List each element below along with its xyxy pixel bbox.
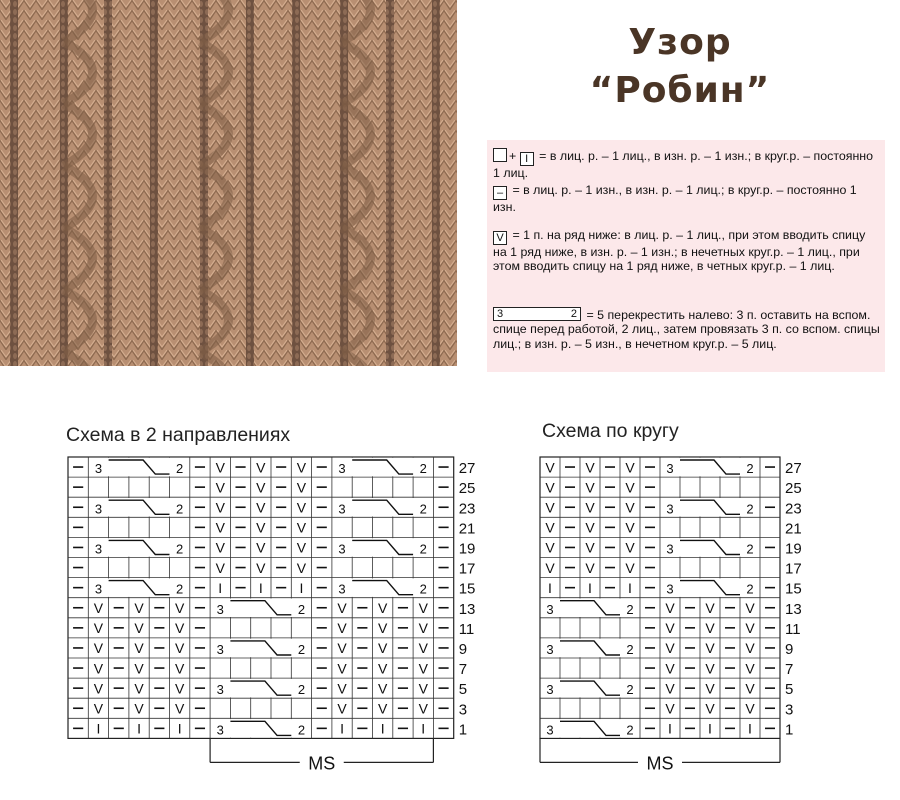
knit-stitch: I	[380, 720, 385, 737]
row-number: 27	[458, 460, 476, 478]
slip-below-stitch: V	[93, 620, 104, 637]
slip-below-stitch: V	[174, 599, 185, 616]
cable-left-count: 3	[94, 501, 103, 517]
slip-below-stitch: V	[418, 599, 428, 616]
cable-left-count: 3	[666, 461, 674, 477]
cable-left-count: 3	[546, 641, 554, 657]
chart1-ms-label: MS	[308, 753, 336, 774]
slip-below-stitch: V	[215, 519, 225, 536]
slip-below-stitch: V	[745, 660, 755, 677]
cable-right-count: 2	[419, 541, 427, 557]
slip-below-stitch: V	[545, 459, 555, 476]
cable-left-count: 3	[94, 581, 103, 597]
slip-below-stitch: V	[377, 660, 388, 677]
row-number: 9	[458, 640, 468, 658]
knit-stitch: I	[177, 720, 182, 737]
slip-below-stitch: V	[418, 620, 428, 637]
slip-below-stitch: V	[256, 539, 266, 556]
cable-right-count: 2	[419, 581, 427, 597]
legend-knit-text: = в лиц. р. – 1 лиц., в изн. р. – 1 изн.; в круг.р. – постоянно 1 лиц.	[493, 149, 874, 180]
cable-right-count: 2	[746, 501, 754, 517]
row-number: 19	[785, 540, 802, 558]
slip-below-stitch: V	[337, 599, 347, 616]
slip-below-stitch: V	[215, 479, 225, 496]
cable-left-count: 3	[338, 461, 346, 477]
row-number: 23	[785, 500, 802, 518]
cable-right-count: 2	[626, 601, 634, 617]
chart2-ms-label: MS	[646, 753, 674, 774]
row-number: 1	[785, 721, 794, 739]
row-number: 25	[785, 480, 802, 498]
slip-below-stitch: V	[93, 700, 104, 717]
cable-right-count: 2	[746, 461, 754, 477]
cable-right-number: 2	[570, 308, 577, 320]
slip-below-stitch: V	[665, 680, 675, 697]
cable-right-count: 2	[176, 461, 184, 477]
cable-right-count: 2	[626, 682, 634, 698]
slip-below-stitch: V	[337, 680, 347, 697]
slip-below-stitch: V	[296, 519, 307, 536]
slip-below-stitch: V	[665, 660, 675, 677]
slip-below-stitch: V	[545, 559, 555, 576]
legend-below-text: = 1 п. на ряд ниже: в лиц. р. – 1 лиц., при этом вводить спицу на 1 ряд ниже, в изн. р. – 1 изн.; в нечетных круг.р. – 1 лиц., при этом вводить спицу на 1 ряд ниже, в четных круг.р. – 1 лиц.	[493, 228, 866, 274]
slip-below-stitch: V	[377, 700, 388, 717]
slip-below-stitch: V	[665, 620, 675, 637]
row-number: 27	[785, 460, 802, 478]
slip-below-stitch: V	[134, 620, 144, 637]
slip-below-stitch: V	[296, 459, 307, 476]
slip-below-stitch: V	[174, 640, 185, 657]
slip-below-stitch: V	[665, 640, 675, 657]
knit-stitch: I	[340, 720, 344, 737]
cable-left-count: 3	[666, 581, 674, 597]
purl-symbol: –	[493, 186, 507, 200]
slip-below-stitch: V	[134, 599, 144, 616]
plus-sign: +	[509, 149, 517, 163]
row-number: 21	[458, 520, 476, 538]
knit-symbol: I	[520, 152, 534, 166]
slip-below-stitch: V	[625, 479, 635, 496]
slip-below-stitch: V	[745, 620, 755, 637]
slip-below-stitch: V	[256, 519, 266, 536]
row-number: 9	[785, 640, 794, 658]
row-number: 17	[785, 560, 802, 578]
cable-right-count: 2	[746, 541, 754, 557]
slip-below-stitch: V	[418, 640, 428, 657]
knit-stitch: I	[588, 579, 592, 596]
row-number: 3	[458, 701, 468, 719]
cable-left-number: 3	[497, 308, 504, 320]
slip-below-stitch: V	[545, 539, 555, 556]
slip-below-stitch: V	[745, 640, 755, 657]
slip-below-stitch: V	[745, 599, 755, 616]
slip-below-stitch: V	[705, 599, 715, 616]
cable-right-count: 2	[626, 722, 634, 738]
slip-below-stitch: V	[377, 620, 388, 637]
knit-stitch: I	[748, 720, 752, 737]
slip-below-stitch: V	[745, 700, 755, 717]
row-number: 7	[458, 661, 468, 679]
knit-stitch: I	[421, 720, 426, 737]
knit-stitch: I	[258, 579, 263, 596]
slip-below-stitch: V	[418, 660, 428, 677]
slip-below-stitch: V	[665, 700, 675, 717]
slip-below-stitch: V	[585, 479, 595, 496]
row-number: 13	[785, 600, 802, 618]
slip-below-stitch: V	[296, 499, 307, 516]
slip-below-stitch: V	[93, 640, 104, 657]
cable-left-count: 3	[216, 722, 224, 738]
cable-left-count: 3	[546, 722, 554, 738]
slip-below-stitch: V	[418, 700, 428, 717]
slip-below-stitch: V	[625, 499, 635, 516]
slip-below-stitch: V	[174, 620, 185, 637]
row-number: 7	[785, 661, 794, 679]
slip-below-stitch: V	[256, 479, 266, 496]
row-number: 11	[458, 620, 475, 638]
slip-below-stitch: V	[545, 499, 555, 516]
slip-below-stitch: V	[215, 459, 225, 476]
cable-right-count: 2	[176, 541, 184, 557]
legend-cable-text: = 5 перекрестить налево: 3 п. оставить на вспом. спице перед работой, 2 лиц., затем провязать 3 п. со вспом. спицы лиц.; в изн. р. – 5 изн., в нечетном круг.р. – 5 лиц.	[493, 308, 880, 351]
slip-below-stitch: V	[625, 559, 635, 576]
row-number: 19	[458, 540, 476, 558]
slip-below-stitch: V	[337, 620, 347, 637]
slip-below-stitch: V	[705, 700, 715, 717]
cable-right-count: 2	[297, 641, 306, 657]
slip-below-stitch: V	[296, 559, 307, 576]
cable-right-count: 2	[297, 722, 306, 738]
row-number: 15	[458, 580, 476, 598]
cable-right-count: 2	[297, 601, 306, 617]
slip-below-stitch: V	[174, 660, 185, 677]
slip-below-stitch: V	[134, 660, 144, 677]
slip-below-stitch: V	[705, 680, 715, 697]
slip-below-stitch: V	[134, 700, 144, 717]
slip-below-stitch: V	[337, 660, 347, 677]
chart2-title: Схема по кругу	[542, 420, 679, 442]
slip-below-stitch: V	[337, 700, 347, 717]
cable-left-count: 3	[666, 501, 674, 517]
cable-right-count: 2	[626, 641, 634, 657]
slip-below-stitch: V	[337, 640, 347, 657]
cable-right-count: 2	[419, 501, 427, 517]
slip-below-stitch: V	[377, 640, 388, 657]
slip-below-stitch: V	[705, 660, 715, 677]
knit-stitch: I	[668, 720, 672, 737]
row-number: 25	[458, 480, 476, 498]
slip-below-stitch: V	[705, 640, 715, 657]
slip-below-stitch: V	[585, 499, 595, 516]
cable-left-count: 3	[338, 501, 346, 517]
slip-below-stitch: V	[585, 559, 595, 576]
slip-below-stitch: V	[296, 539, 307, 556]
slip-below-symbol: V	[493, 231, 507, 245]
knit-stitch: I	[96, 720, 101, 737]
cable-left-count: 3	[338, 581, 346, 597]
knit-stitch: I	[548, 579, 552, 596]
slip-below-stitch: V	[418, 680, 428, 697]
slip-below-stitch: V	[585, 459, 595, 476]
row-number: 1	[458, 721, 468, 739]
row-number: 23	[458, 500, 476, 518]
row-number: 17	[458, 560, 476, 578]
cable-left-count: 3	[338, 541, 346, 557]
cable-left-count: 3	[216, 641, 224, 657]
slip-below-stitch: V	[256, 459, 266, 476]
knit-stitch: I	[218, 579, 223, 596]
cable-right-count: 2	[176, 501, 184, 517]
cable-left-count: 3	[94, 541, 103, 557]
slip-below-stitch: V	[93, 660, 104, 677]
slip-below-stitch: V	[625, 539, 635, 556]
knit-stitch: I	[708, 720, 712, 737]
slip-below-stitch: V	[625, 519, 635, 536]
cable-left-count: 3	[546, 601, 554, 617]
cable-left-count: 3	[94, 461, 103, 477]
slip-below-stitch: V	[585, 519, 595, 536]
slip-below-stitch: V	[174, 700, 185, 717]
knit-stitch: I	[299, 579, 304, 596]
slip-below-stitch: V	[377, 680, 388, 697]
slip-below-stitch: V	[705, 620, 715, 637]
slip-below-stitch: V	[585, 539, 595, 556]
row-number: 13	[458, 600, 476, 618]
slip-below-stitch: V	[215, 499, 225, 516]
slip-below-stitch: V	[134, 640, 144, 657]
row-number: 15	[785, 580, 802, 598]
legend-purl-text: = в лиц. р. – 1 изн., в изн. р. – 1 лиц.; в круг.р. – постоянно 1 изн.	[493, 183, 857, 214]
slip-below-stitch: V	[93, 680, 104, 697]
knit-stitch: I	[628, 579, 632, 596]
slip-below-stitch: V	[256, 499, 266, 516]
slip-below-stitch: V	[134, 680, 144, 697]
slip-below-stitch: V	[545, 519, 555, 536]
cable-right-count: 2	[419, 461, 427, 477]
row-number: 5	[458, 681, 468, 699]
slip-below-stitch: V	[745, 680, 755, 697]
cable-left-count: 3	[666, 541, 674, 557]
slip-below-stitch: V	[625, 459, 635, 476]
slip-below-stitch: V	[93, 599, 104, 616]
slip-below-stitch: V	[174, 680, 185, 697]
knit-stitch: I	[137, 720, 141, 737]
cable-left-count: 3	[216, 601, 224, 617]
chart1-title: Схема в 2 направлениях	[66, 424, 291, 446]
cable-left-count: 3	[546, 682, 554, 698]
slip-below-stitch: V	[215, 559, 225, 576]
slip-below-stitch: V	[256, 559, 266, 576]
slip-below-stitch: V	[377, 599, 388, 616]
row-number: 3	[785, 701, 794, 719]
row-number: 5	[785, 681, 794, 699]
pattern-name: “Робин”	[589, 70, 771, 111]
slip-below-stitch: V	[215, 539, 225, 556]
slip-below-stitch: V	[545, 479, 555, 496]
row-number: 11	[785, 620, 801, 638]
cable-left-count: 3	[216, 682, 224, 698]
slip-below-stitch: V	[665, 599, 675, 616]
slip-below-stitch: V	[296, 479, 307, 496]
cable-right-count: 2	[746, 581, 754, 597]
cable-right-count: 2	[176, 581, 184, 597]
pattern-title: Узор	[628, 22, 732, 63]
row-number: 21	[785, 520, 802, 538]
cable-right-count: 2	[297, 682, 306, 698]
